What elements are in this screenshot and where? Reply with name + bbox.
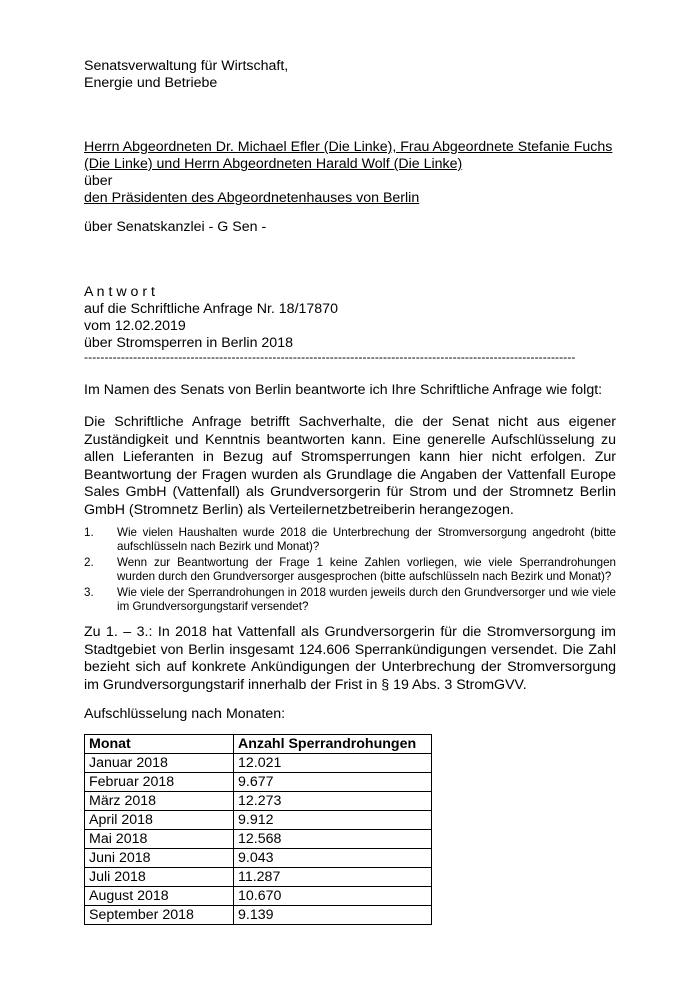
table-cell-count: 9.043 <box>234 849 432 868</box>
table-cell-count: 10.670 <box>234 887 432 906</box>
table-row <box>85 830 432 849</box>
recipient-block <box>84 139 612 207</box>
table-cell-month: Juni 2018 <box>85 849 234 868</box>
inquiry-date: vom 12.02.2019 <box>84 318 186 334</box>
table-cell-count: 9.912 <box>234 811 432 830</box>
table-cell-count: 12.568 <box>234 830 432 849</box>
recipient-line-1: Herrn Abgeordneten Dr. Michael Efler (Die Linke), Frau Abgeordnete Stefanie Fuchs <box>84 139 613 155</box>
question-number: 3. <box>84 586 94 599</box>
recipient-president: den Präsidenten des Abgeordnetenhauses von Berlin <box>84 190 420 206</box>
inquiry-number: auf die Schriftliche Anfrage Nr. 18/17870 <box>84 301 338 317</box>
table-cell-count: 9.677 <box>234 773 432 792</box>
sender-line-2: Energie und Betriebe <box>84 75 218 91</box>
intro-text: Im Namen des Senats von Berlin beantworte ich Ihre Schriftliche Anfrage wie folgt: <box>84 382 603 398</box>
recipient-via: über <box>84 173 113 189</box>
table-cell-month: September 2018 <box>85 906 234 925</box>
answer-heading: A n t w o r t <box>84 284 155 300</box>
answer-header <box>84 284 338 352</box>
table-cell-month: August 2018 <box>85 887 234 906</box>
question-text: Wie viele der Sperrandrohungen in 2018 wurden jeweils durch den Grundversorger und wie viele im Grundversorgungstarif versendet? <box>117 586 616 613</box>
table-row <box>85 792 432 811</box>
question-item <box>84 586 616 613</box>
table-cell-month: Januar 2018 <box>85 754 234 773</box>
question-list <box>84 526 616 616</box>
inquiry-subject: über Stromsperren in Berlin 2018 <box>84 335 293 351</box>
table-cell-month: Juli 2018 <box>85 868 234 887</box>
sender-block <box>84 58 288 92</box>
table-row <box>85 754 432 773</box>
question-number: 1. <box>84 526 94 539</box>
table-cell-count: 12.273 <box>234 792 432 811</box>
via-chancellery: über Senatskanzlei - G Sen - <box>84 219 267 235</box>
sender-line-1: Senatsverwaltung für Wirtschaft, <box>84 58 289 74</box>
question-number: 2. <box>84 556 94 569</box>
table-row <box>85 906 432 925</box>
table-cell-month: Februar 2018 <box>85 773 234 792</box>
table-cell-month: Mai 2018 <box>85 830 234 849</box>
table-cell-month: März 2018 <box>85 792 234 811</box>
table-cell-count: 11.287 <box>234 868 432 887</box>
table-cell-count: 9.139 <box>234 906 432 925</box>
answer-paragraph: Zu 1. – 3.: In 2018 hat Vattenfall als Grundversorgerin für die Stromversorgung im Stadtgebiet von Berlin insgesamt 124.606 Sperrankündigungen versendet. Die Zahl bezieht sich auf konkrete Ankündigungen der Unterbrechung der Stromversorgung im Grundversorgungstarif innerhalb der Frist in § 19 Abs. 3 StromGVV. <box>84 624 616 693</box>
question-item <box>84 556 616 583</box>
recipient-line-2: (Die Linke) und Herrn Abgeordneten Harald Wolf (Die Linke) <box>84 156 463 172</box>
table-cell-month: April 2018 <box>85 811 234 830</box>
table-row <box>85 868 432 887</box>
table-row <box>85 811 432 830</box>
paragraph-1: Die Schriftliche Anfrage betrifft Sachverhalte, die der Senat nicht aus eigener Zuständigkeit und Kenntnis beantworten kann. Eine generelle Aufschlüsselung zu allen Lieferanten in Bezug auf Stromsperrungen kann hier nicht erfolgen. Zur Beantwortung der Fragen wurden als Grundlage die Angaben der Vattenfall Europe Sales GmbH (Vattenfall) als Grundversorgerin für Strom und der Stromnetz Berlin GmbH (Stromnetz Berlin) als Verteilernetzbetreiberin herangezogen. <box>84 414 616 518</box>
table-row <box>85 887 432 906</box>
table-row <box>85 773 432 792</box>
question-text: Wie vielen Haushalten wurde 2018 die Unterbrechung der Stromversorgung angedroht (bitte aufschlüsseln nach Bezirk und Monat)? <box>117 526 616 553</box>
table-cell-count: 12.021 <box>234 754 432 773</box>
monthly-table <box>84 734 432 925</box>
question-text: Wenn zur Beantwortung der Frage 1 keine Zahlen vorliegen, wie viele Sperrandrohungen wurden durch den Grundversorger ausgesprochen (bitte aufschlüsseln nach Bezirk und Monat)? <box>117 556 616 583</box>
table-header-month: Monat <box>85 735 234 754</box>
table-header-count: Anzahl Sperrandrohungen <box>234 735 432 754</box>
question-item <box>84 526 616 553</box>
separator-line: ------------------------------------------------------------------------------------------------------------------------ <box>84 350 576 364</box>
table-header-row <box>85 735 432 754</box>
breakdown-label: Aufschlüsselung nach Monaten: <box>84 706 286 722</box>
table-row <box>85 849 432 868</box>
